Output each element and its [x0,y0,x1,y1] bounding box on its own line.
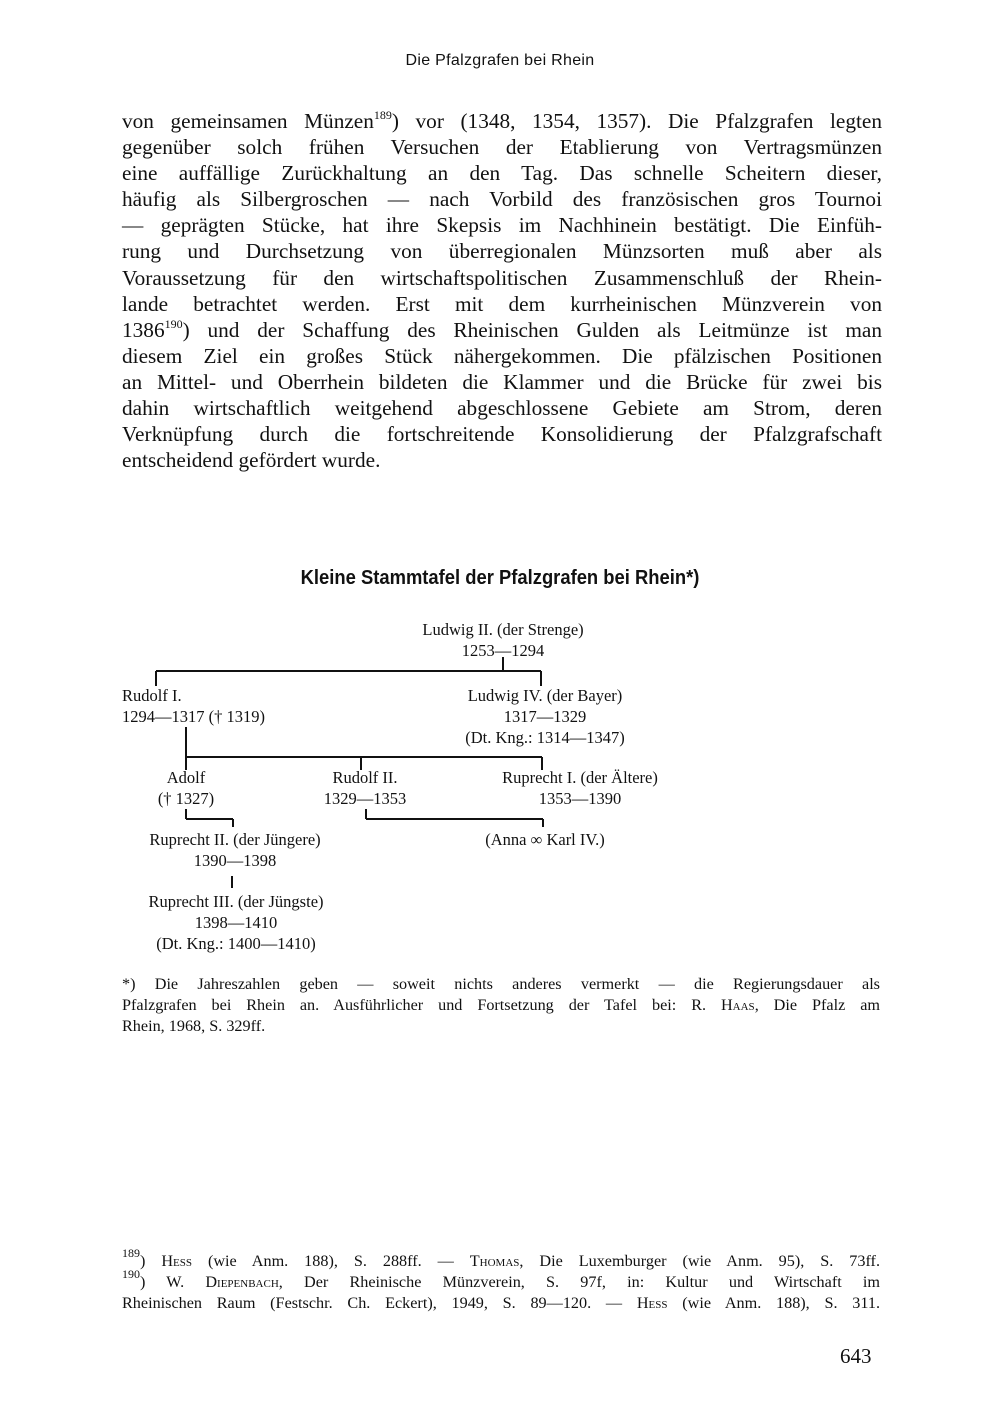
body-line-14: entscheidend gefördert wurde. [122,448,381,473]
footnote-ref-189[interactable]: 189 [373,108,392,122]
tree-footnote-line-3: Rhein, 1968, S. 329ff. [122,1017,266,1035]
footnotes [122,1246,880,1314]
body-line-5: — geprägten Stücke, hat ihre Skepsis im Nachhinein bestätigt. Die Einfüh- [122,213,882,238]
body-line-2: gegenüber solch frühen Versuchen der Etablierung von Vertragsmünzen [122,135,882,160]
tree-node-rudolf1: Rudolf I. 1294—1317 († 1319) [122,686,265,726]
body-line-9: 1386$^{190}$) und der Schaffung des Rheinischen Gulden als Leitmünze ist man [122,316,882,342]
body-line-1: von gemeinsamen Münzen$^{189}$) vor (1348, 1354, 1357). Die Pfalzgrafen legten [122,108,882,133]
tree-node-ruprecht2: Ruprecht II. (der Jüngere) 1390—1398 [149,830,321,870]
tree-node-ruprecht1: Ruprecht I. (der Ältere) 1353—1390 [502,768,658,808]
tree-footnote-line-2: Pfalzgrafen bei Rhein an. Ausführlicher und Fortsetzung der Tafel bei: R. Haas, Die Pfalz am [122,996,880,1014]
body-line-6: rung und Durchsetzung von überregionalen Münzsorten muß aber als [122,239,882,264]
tree-footnote [122,974,880,1037]
family-tree-title: Kleine Stammtafel der Pfalzgrafen bei Rhein*) [300,567,700,589]
tree-node-adolf: Adolf († 1327) [157,768,215,808]
tree-node-anna: (Anna ∞ Karl IV.) [485,830,605,849]
body-line-10: diesem Ziel ein großes Stück nähergekommen. Die pfälzischen Positionen [122,343,882,368]
running-head: Die Pfalzgrafen bei Rhein [405,52,595,69]
page-number: 643 [840,1344,872,1368]
footnote-190: $^{190}$) W. Diepenbach, Der Rheinische Münzverein, S. 97f, in: Kultur und Wirtschaft im [122,1267,880,1291]
body-line-3: eine auffällige Zurückhaltung an den Tag. Das schnelle Scheitern dieser, [122,161,882,186]
tree-node-rudolf2: Rudolf II. 1329—1353 [323,768,407,808]
footnote-ref-190[interactable]: 190 [164,316,183,331]
footnote-189: $^{189}$) Hess (wie Anm. 188), S. 288ff. — Thomas, Die Luxemburger (wie Anm. 95), S. 73ff. [122,1246,880,1270]
body-line-13: Verknüpfung durch die fortschreitende Konsolidierung der Pfalzgrafschaft [122,422,882,447]
body-line-7: Voraussetzung für den wirtschaftspolitischen Zusammenschluß der Rhein- [122,265,882,290]
body-line-11: an Mittel- und Oberrhein bildeten die Klammer und die Brücke für zwei bis [122,369,882,394]
body-line-12: dahin wirtschaftlich weitgehend abgeschlossene Gebiete am Strom, deren [122,396,882,421]
tree-node-ruprecht3: Ruprecht III. (der Jüngste) 1398—1410 (Dt. Kng.: 1400—1410) [148,892,324,953]
tree-node-ludwig2: Ludwig II. (der Strenge) 1253—1294 [422,620,584,660]
tree-node-ludwig4: Ludwig IV. (der Bayer) 1317—1329 (Dt. Kng.: 1314—1347) [465,686,625,747]
body-line-8: lande betrachtet werden. Erst mit dem kurrheinischen Münzverein von [122,291,882,316]
footnote-190-continued: Rheinischen Raum (Festschr. Ch. Eckert), 1949, S. 89—120. — Hess (wie Anm. 188), S. 311. [122,1294,880,1312]
body-line-4: häufig als Silbergroschen — nach Vorbild des französischen gros Tournoi [122,187,882,212]
tree-footnote-line-1: *) Die Jahreszahlen geben — soweit nichts anderes vermerkt — die Regierungsdauer als [122,975,880,993]
